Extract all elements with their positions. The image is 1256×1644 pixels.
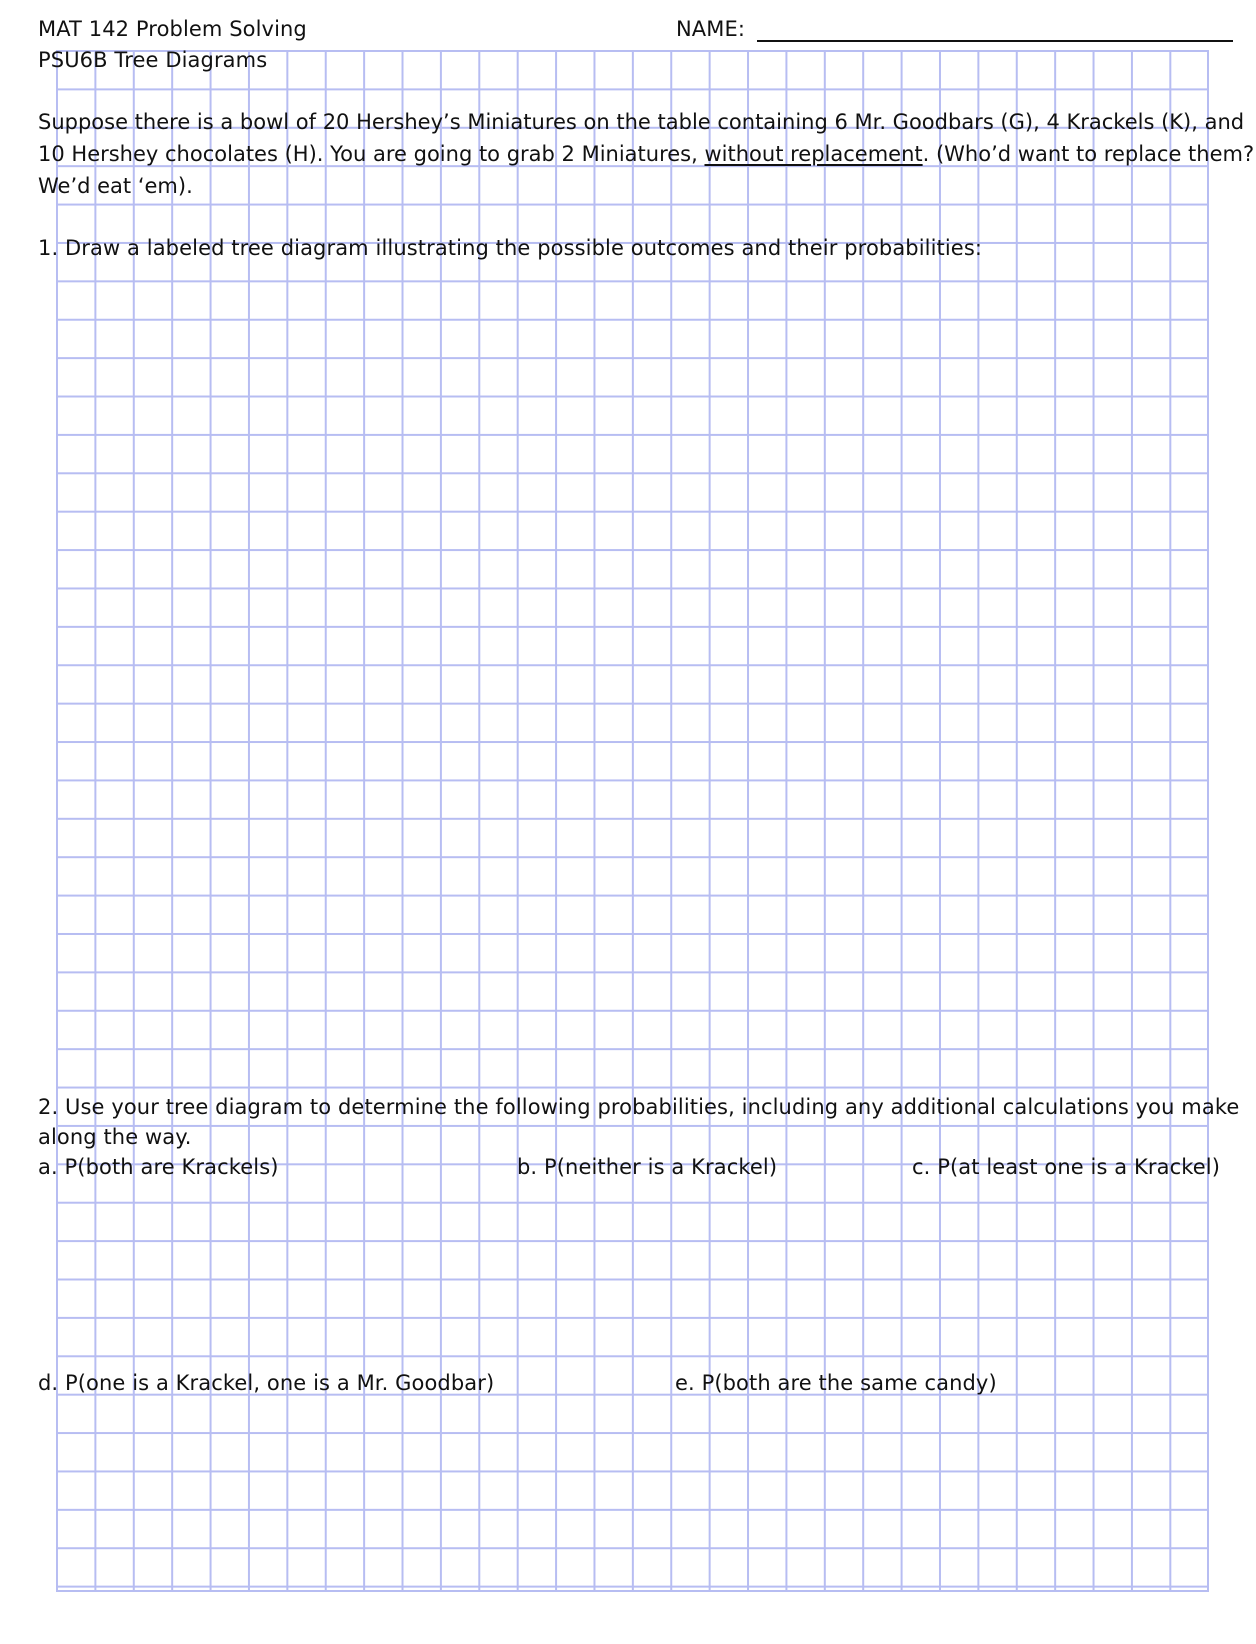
problem-line-2-start: 10 Hershey chocolates (H). You are going to grab 2 Miniatures,: [38, 142, 705, 166]
question-2c: c. P(at least one is a Krackel): [912, 1155, 1221, 1179]
problem-line-1: Suppose there is a bowl of 20 Hershey’s Miniatures on the table containing 6 Mr. Goodbars (G), 4 Krackels (K), and: [38, 110, 1245, 134]
question-2-line-1: 2. Use your tree diagram to determine the following probabilities, including any additional calculations you make: [38, 1095, 1240, 1119]
question-2-line-2: along the way.: [38, 1125, 192, 1149]
course-title: MAT 142 Problem Solving: [38, 17, 307, 41]
name-field[interactable]: [757, 40, 1233, 42]
name-label: NAME:: [676, 17, 746, 41]
problem-line-2-end: . (Who’d want to replace them?: [922, 142, 1255, 166]
question-2a: a. P(both are Krackels): [38, 1155, 279, 1179]
without-replacement-text: without replacement: [704, 142, 923, 166]
problem-statement: [38, 106, 1255, 202]
question-2b: b. P(neither is a Krackel): [517, 1155, 778, 1179]
graph-paper-grid: [56, 50, 1209, 1592]
question-1: 1. Draw a labeled tree diagram illustrating the possible outcomes and their probabilities:: [38, 236, 983, 260]
problem-line-3: We’d eat ‘em).: [38, 174, 193, 198]
question-2e: e. P(both are the same candy): [675, 1371, 997, 1395]
worksheet-subtitle: PSU6B Tree Diagrams: [38, 48, 268, 72]
problem-line-2: [38, 138, 1255, 170]
question-2d: d. P(one is a Krackel, one is a Mr. Goodbar): [38, 1371, 495, 1395]
